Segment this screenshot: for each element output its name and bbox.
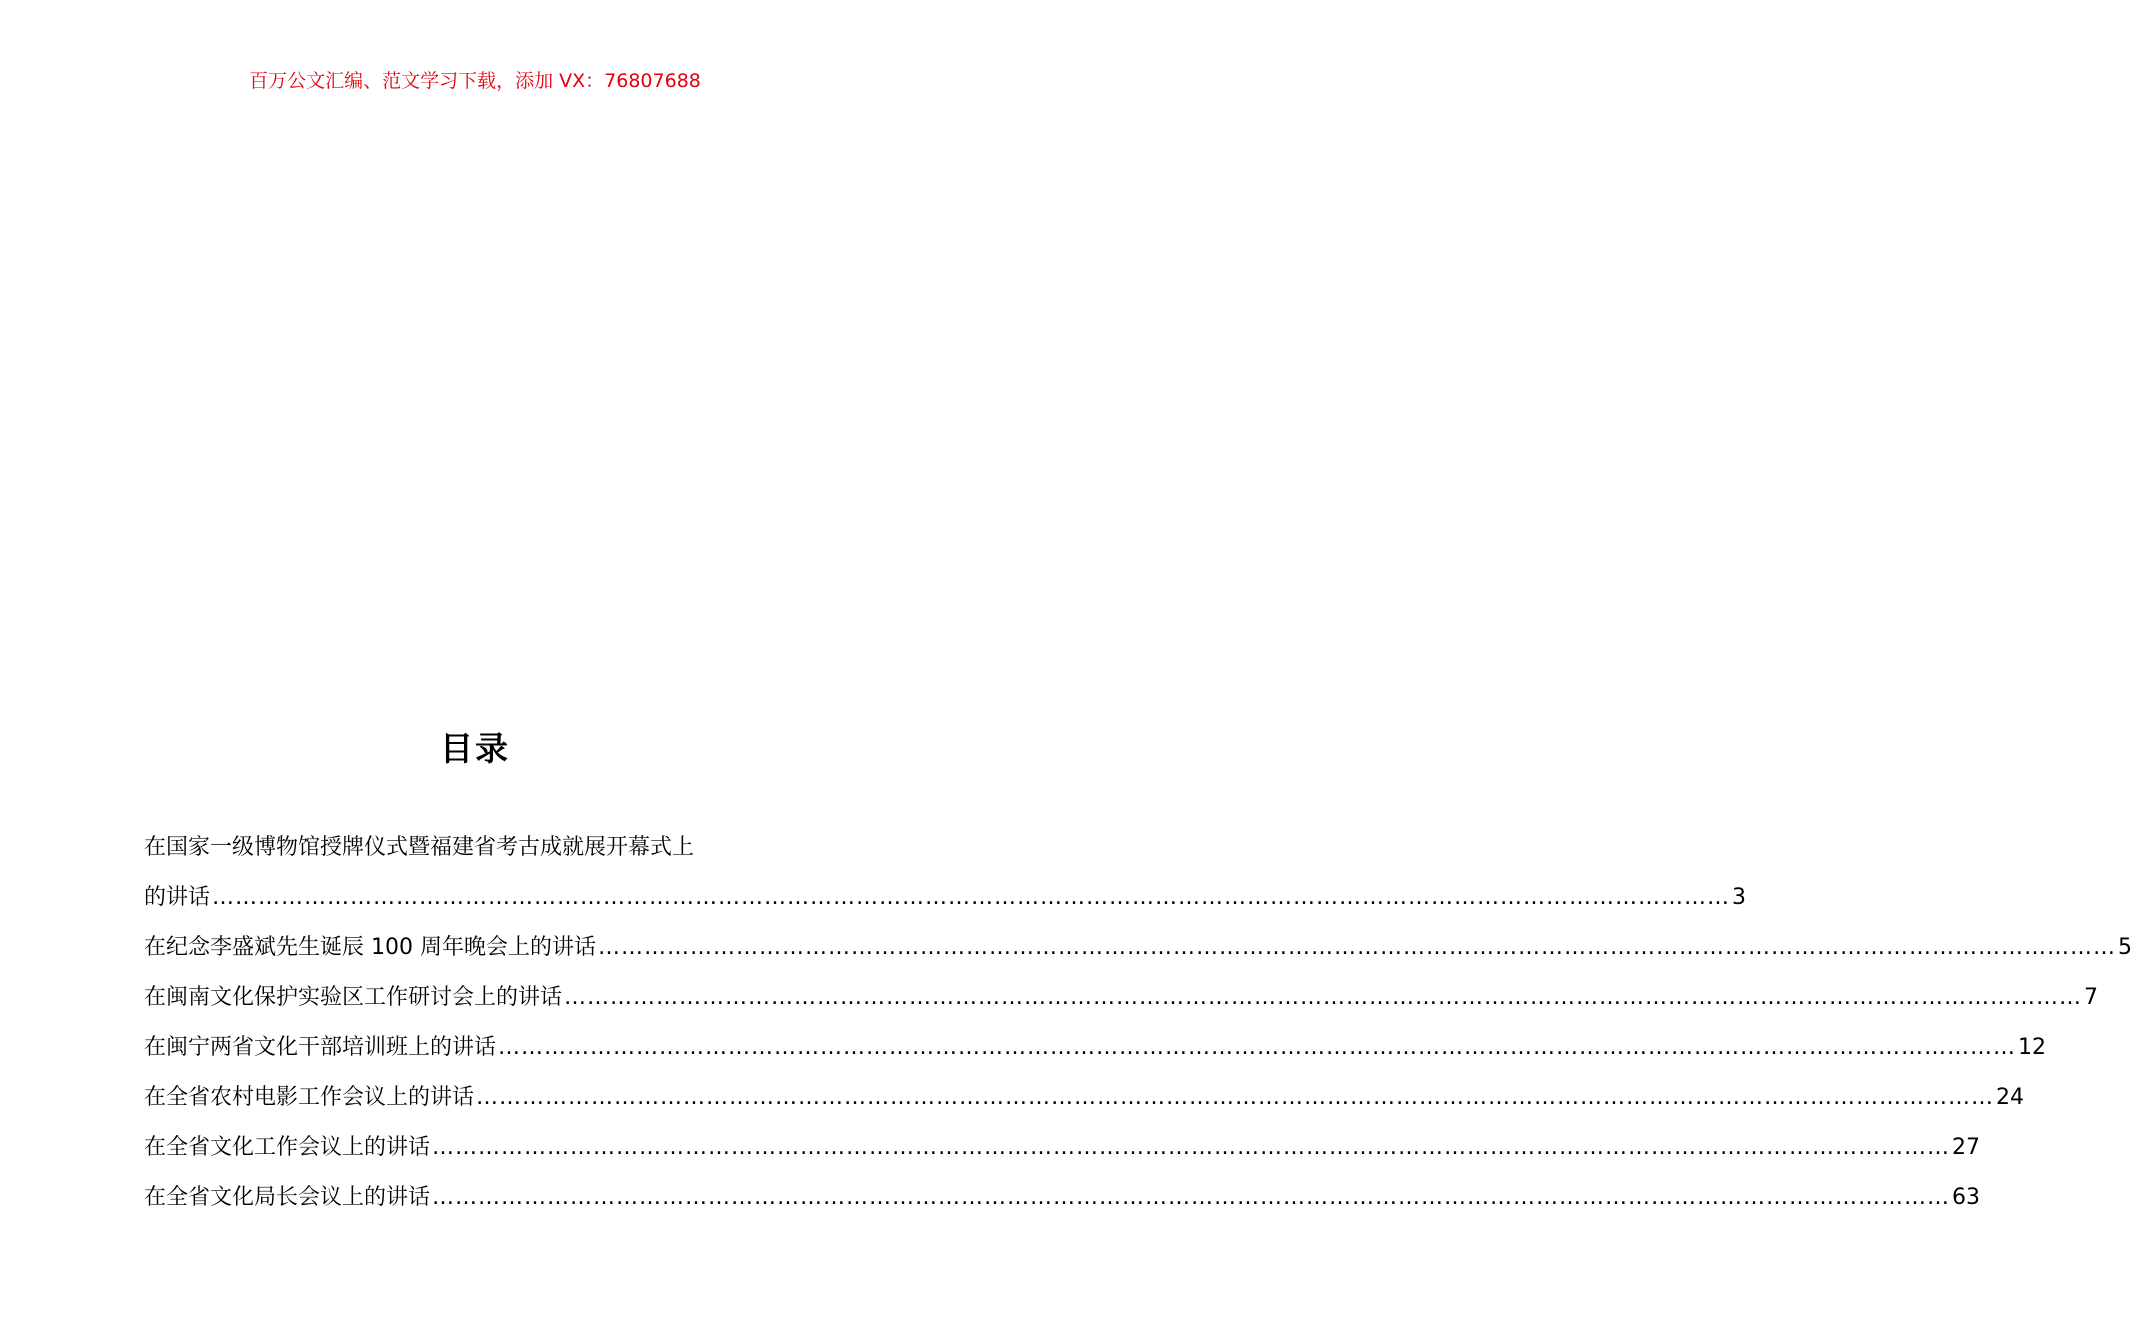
toc-entry-title: 在闽南文化保护实验区工作研讨会上的讲话	[144, 985, 563, 1010]
toc-dot-leader: ………………………………………………………………………………………………………………………………………………………………………………	[498, 1035, 2017, 1060]
toc-entry[interactable]	[144, 1023, 2047, 1073]
toc-entry[interactable]	[144, 1073, 2025, 1123]
toc-page-number: 63	[1952, 1185, 1981, 1210]
toc-entry-title: 在全省农村电影工作会议上的讲话	[144, 1085, 475, 1110]
toc-dot-leader: ………………………………………………………………………………………………………………………………………………………………………………	[476, 1085, 1995, 1110]
toc-page-number: 24	[1996, 1085, 2025, 1110]
toc-page-number: 3	[1732, 885, 1747, 910]
toc-entry[interactable]	[144, 973, 2099, 1023]
toc-entry[interactable]	[144, 1173, 1981, 1223]
toc-entry-title: 的讲话	[144, 885, 211, 910]
toc-page-number: 27	[1952, 1135, 1981, 1160]
toc-dot-leader: ………………………………………………………………………………………………………………………………………………………………………………	[212, 885, 1731, 910]
toc-entry-title: 在全省文化局长会议上的讲话	[144, 1185, 431, 1210]
toc-dot-leader: ………………………………………………………………………………………………………………………………………………………………………………	[597, 935, 2116, 960]
toc-entry-title: 在全省文化工作会议上的讲话	[144, 1135, 431, 1160]
toc-entry-title: 在纪念李盛斌先生诞辰 100 周年晚会上的讲话	[144, 935, 596, 960]
toc-dot-leader: ………………………………………………………………………………………………………………………………………………………………………………	[564, 985, 2083, 1010]
toc-dot-leader: ………………………………………………………………………………………………………………………………………………………………………………	[432, 1185, 1951, 1210]
toc-title: 目录	[440, 729, 510, 768]
toc-entry-title: 在闽宁两省文化干部培训班上的讲话	[144, 1035, 497, 1060]
header-note: 百万公文汇编、范文学习下载，添加 VX：76807688	[249, 70, 701, 92]
toc-page-number: 5	[2117, 935, 2132, 960]
toc-entry[interactable]	[144, 923, 2132, 973]
toc-entry[interactable]	[144, 823, 1747, 923]
toc-list	[144, 823, 2132, 1223]
toc-dot-leader: ………………………………………………………………………………………………………………………………………………………………………………	[432, 1135, 1951, 1160]
toc-entry-title-line1: 在国家一级博物馆授牌仪式暨福建省考古成就展开幕式上	[144, 835, 695, 860]
toc-entry[interactable]	[144, 1123, 1981, 1173]
toc-page-number: 7	[2084, 985, 2099, 1010]
toc-page-number: 12	[2018, 1035, 2047, 1060]
